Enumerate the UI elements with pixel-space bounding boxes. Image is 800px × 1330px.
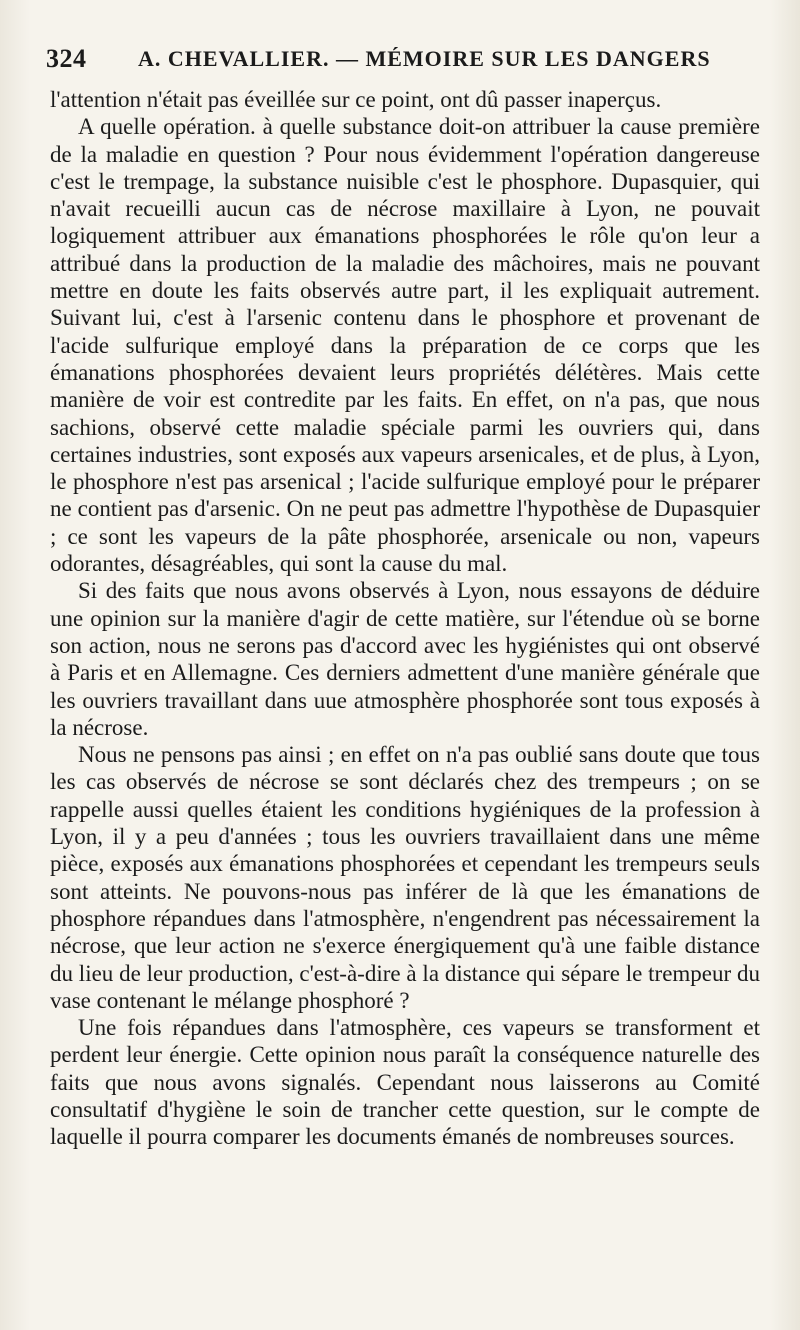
paragraph: Une fois répandues dans l'atmosphère, ces vapeurs se transforment et perdent leur énergie. Cette opinion nous paraît la conséquence naturelle des faits que nous avons signalés. Cependant nous laisserons au Comité consultatif d'hygiène le soin de trancher cette question, sur le compte de laquelle il pourra comparer les documents émanés de nombreuses sources. xyxy=(50,1015,760,1150)
paragraph: A quelle opération. à quelle substance doit-on attribuer la cause première de la maladie en question ? Pour nous évidemment l'opération dangereuse c'est le trempage, la substance nuisible c'est le phosphore. Dupasquier, qui n'avait recueilli aucun cas de nécrose maxillaire à Lyon, ne pouvait logiquement attribuer aux émanations phosphorées le rôle qu'on leur a attribué dans la production de la maladie des mâchoires, mais ne pouvant mettre en doute les faits observés autre part, il les expliquait autrement. Suivant lui, c'est à l'arsenic contenu dans le phosphore et provenant de l'acide sulfurique employé dans la préparation de ce corps que les émanations phosphorées devaient leurs propriétés délétères. Mais cette manière de voir est contredite par les faits. En effet, on n'a pas, que nous sachions, observé cette maladie spéciale parmi les ouvriers qui, dans certaines industries, sont exposés aux vapeurs arsenicales, et de plus, à Lyon, le phosphore n'est pas arsenical ; l'acide sulfurique employé pour le préparer ne contient pas d'arsenic. On ne peut pas admettre l'hypothèse de Dupasquier ; ce sont les vapeurs de la pâte phosphorée, arsenicale ou non, vapeurs odorantes, désagréables, qui sont la cause du mal. xyxy=(50,114,760,577)
paragraph: Nous ne pensons pas ainsi ; en effet on n'a pas oublié sans doute que tous les cas observés de nécrose se sont déclarés chez des trempeurs ; on se rappelle aussi quelles étaient les conditions hygiéniques de la profession à Lyon, il y a peu d'années ; tous les ouvriers travaillaient dans une même pièce, exposés aux émanations phosphorées et cependant les trempeurs seuls sont atteints. Ne pouvons-nous pas inférer de là que les émanations de phosphore répandues dans l'atmosphère, n'engendrent pas nécessairement la nécrose, que leur action ne s'exerce énergiquement qu'à une faible distance du lieu de leur production, c'est-à-dire à la distance qui sépare le trempeur du vase contenant le mélange phosphoré ? xyxy=(50,742,760,1013)
page-number: 324 xyxy=(46,44,87,73)
running-head: A. CHEVALLIER. — MÉMOIRE SUR LES DANGERS xyxy=(138,46,711,71)
paragraph-continuation: l'attention n'était pas éveillée sur ce point, ont dû passer inaperçus. xyxy=(50,87,662,112)
body-text xyxy=(50,86,760,1151)
page-header xyxy=(46,40,758,80)
paragraph: Si des faits que nous avons observés à Lyon, nous essayons de déduire une opinion sur la manière d'agir de cette matière, sur l'étendue où se borne son action, nous ne serons pas d'accord avec les hygiénistes qui ont observé à Paris et en Allemagne. Ces derniers admettent d'une manière générale que les ouvriers travaillant dans uue atmosphère phosphorée sont tous exposés à la nécrose. xyxy=(50,578,760,740)
